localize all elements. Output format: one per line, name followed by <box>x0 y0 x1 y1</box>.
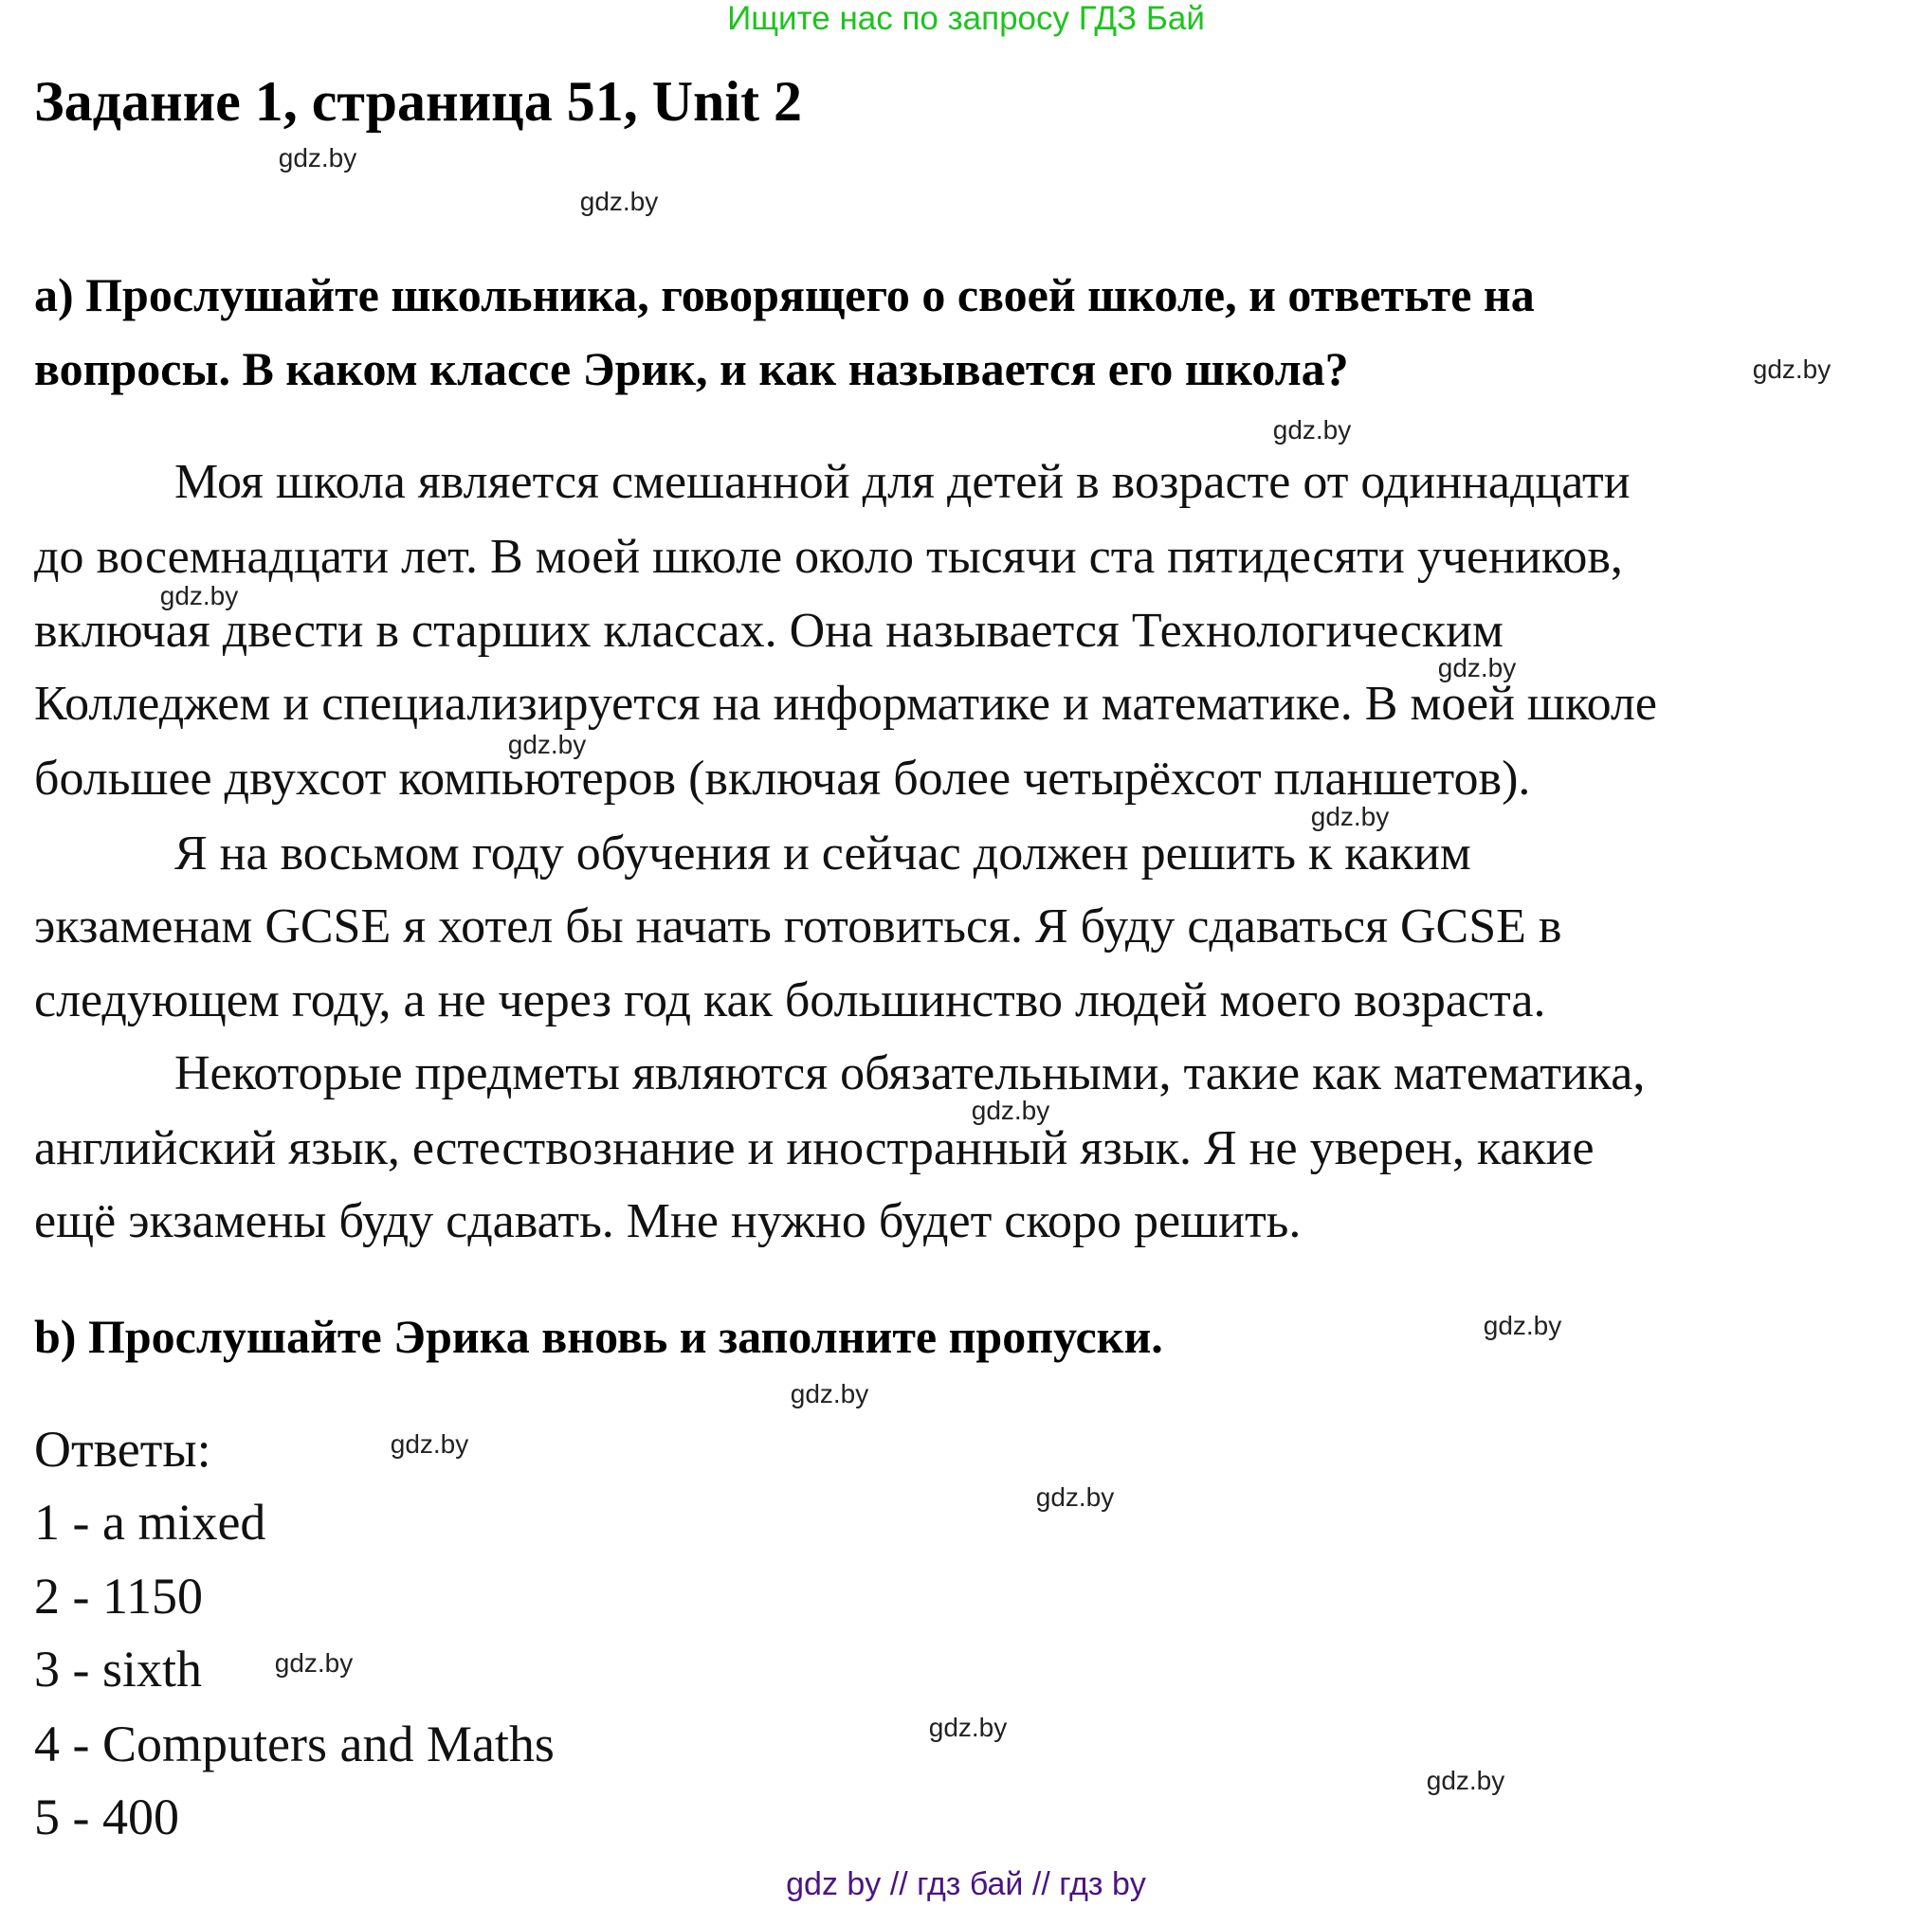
text-line: большее двухсот компьютеров (включая более четырёхсот планшетов). <box>34 752 1531 806</box>
watermark: gdz.by <box>390 1429 469 1459</box>
task-a-heading-line-1: a) Прослушайте школьника, говорящего о своей школе, и ответьте на <box>34 268 1535 321</box>
promo-banner: Ищите нас по запросу ГДЗ Бай <box>727 0 1205 37</box>
watermark: gdz.by <box>790 1379 869 1408</box>
answer-item: 1 - a mixed <box>34 1494 266 1551</box>
answer-item: 5 - 400 <box>34 1789 179 1845</box>
text-line: Колледжем и специализируется на информатике и математике. В моей школе <box>34 677 1657 731</box>
answer-item: 4 - Computers and Maths <box>34 1716 555 1772</box>
watermark: gdz.by <box>1426 1766 1505 1795</box>
watermark: gdz.by <box>1752 354 1832 384</box>
watermark: gdz.by <box>1272 415 1352 445</box>
watermark: gdz.by <box>507 730 587 759</box>
answers-label: Ответы: <box>34 1421 211 1478</box>
text-line: Некоторые предметы являются обязательными, такие как математика, <box>174 1046 1646 1100</box>
task-a-heading-line-2: вопросы. В каком классе Эрик, и как называется его школа? <box>34 342 1349 395</box>
answer-item: 3 - sixth <box>34 1641 203 1698</box>
text-line: Моя школа является смешанной для детей в возрасте от одиннадцати <box>174 455 1631 509</box>
text-line: экзаменам GCSE я хотел бы начать готовиться. Я буду сдаваться GCSE в <box>34 899 1562 954</box>
watermark: gdz.by <box>928 1713 1008 1742</box>
watermark: gdz.by <box>1483 1311 1562 1340</box>
watermark: gdz.by <box>579 187 659 216</box>
text-line: следующем году, а не через год как большинство людей моего возраста. <box>34 973 1546 1027</box>
task-b-heading: b) Прослушайте Эрика вновь и заполните пропуски. <box>34 1310 1163 1363</box>
text-line: Я на восьмом году обучения и сейчас должен решить к каким <box>174 826 1471 881</box>
watermark: gdz.by <box>278 143 357 173</box>
text-line: до восемнадцати лет. В моей школе около тысячи ста пятидесяти учеников, <box>34 530 1623 584</box>
text-line: английский язык, естествознание и иностранный язык. Я не уверен, какие <box>34 1121 1595 1175</box>
watermark: gdz.by <box>1310 802 1390 831</box>
watermark: gdz.by <box>159 581 239 610</box>
page-title: Задание 1, страница 51, Unit 2 <box>34 70 803 133</box>
watermark: gdz.by <box>1437 653 1517 682</box>
text-line: включая двести в старших классах. Она называется Технологическим <box>34 604 1504 658</box>
watermark: gdz.by <box>274 1648 354 1678</box>
footer-links: gdz by // гдз бай // гдз by <box>786 1866 1146 1902</box>
text-line: ещё экзамены буду сдавать. Мне нужно будет скоро решить. <box>34 1194 1302 1248</box>
watermark: gdz.by <box>971 1096 1050 1125</box>
watermark: gdz.by <box>1035 1482 1115 1512</box>
answer-item: 2 - 1150 <box>34 1568 203 1625</box>
